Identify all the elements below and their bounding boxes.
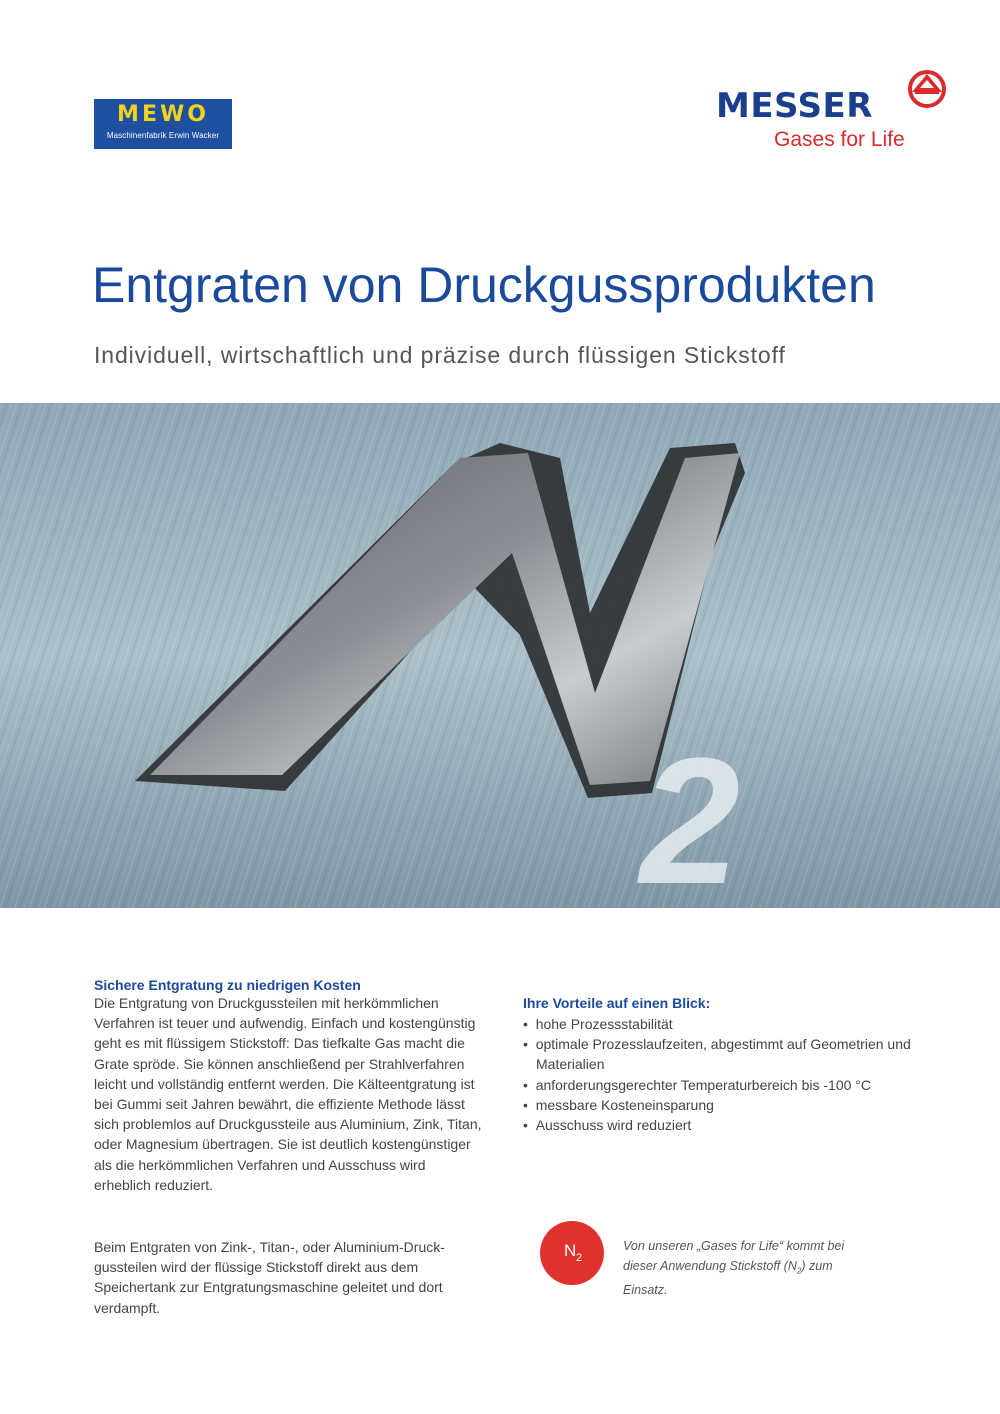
list-item: • optimale Prozesslaufzeiten, abgestimmt auf Geometrien und Materialien: [523, 1034, 923, 1074]
mewo-logo-mark: MEWO: [117, 102, 209, 127]
body-paragraph-1: Die Entgratung von Druckgussteilen mit herkömmlichen Verfahren ist teuer und aufwendig. Einfach und kostengünstig geht es mit flüssigem Stickstoff: Das tiefkalte Gas macht die Grate spröde. Sie können anschließend per Strahlverfahren leicht und vollständig entfernt werden. Die Kälteentgratung ist bei Gummi seit Jahren bewährt, die effiziente Methode lässt sich problemlos auf Druckgussteile aus Aluminium, Zink, Titan, oder Magnesium übertragen. Sie ist deutlich kostengünstiger als die herkömmlichen Verfahren und Ausschuss wird erheblich reduziert.: [94, 995, 482, 1193]
list-item: • Ausschuss wird reduziert: [523, 1115, 923, 1135]
note-text-after: ) zum Einsatz.: [623, 1258, 833, 1297]
note-text-before: Von unseren „Gases for Life“ kommt bei dieser Anwendung Stickstoff (N: [623, 1239, 845, 1273]
list-item: • messbare Kosteneinsparung: [523, 1095, 923, 1115]
mewo-logo: [94, 99, 232, 149]
benefits-list: [523, 1014, 923, 1135]
gases-for-life-note: [623, 1237, 853, 1300]
n2-badge-subscript: 2: [576, 1252, 583, 1264]
messer-logo-tagline: Gases for Life: [774, 128, 905, 151]
n2-badge-symbol: N: [564, 1241, 577, 1260]
list-item: • hohe Prozessstabilität: [523, 1014, 923, 1034]
messer-logo-wordmark: MESSER: [716, 86, 873, 126]
note-subscript: 2: [796, 1266, 802, 1275]
page-subtitle: Individuell, wirtschaftlich und präzise durch flüssigen Stickstoff: [94, 342, 786, 368]
benefits-heading: Ihre Vorteile auf einen Blick:: [523, 995, 711, 1011]
hero-image: [0, 403, 1000, 908]
hero-graphic: [0, 403, 1000, 908]
hero-subscript-2: 2: [640, 721, 741, 908]
section-heading: Sichere Entgratung zu niedrigen Kosten: [94, 977, 361, 993]
page-title: Entgraten von Druckgussprodukten: [92, 257, 876, 313]
list-item: • anforderungsgerechter Temperaturbereich bis -100 °C: [523, 1075, 923, 1095]
body-paragraph-2: Beim Entgraten von Zink-, Titan-, oder Aluminium-Druckgussteilen wird der flüssige Stickstoff direkt aus dem Speichertank zur Entgratungsmaschine geleitet und dort verdampft.: [94, 1239, 445, 1316]
mewo-logo-name: Maschinenfabrik Erwin Wacker: [106, 131, 220, 140]
messer-logo-icon: [906, 68, 948, 110]
n2-badge: [540, 1221, 604, 1285]
